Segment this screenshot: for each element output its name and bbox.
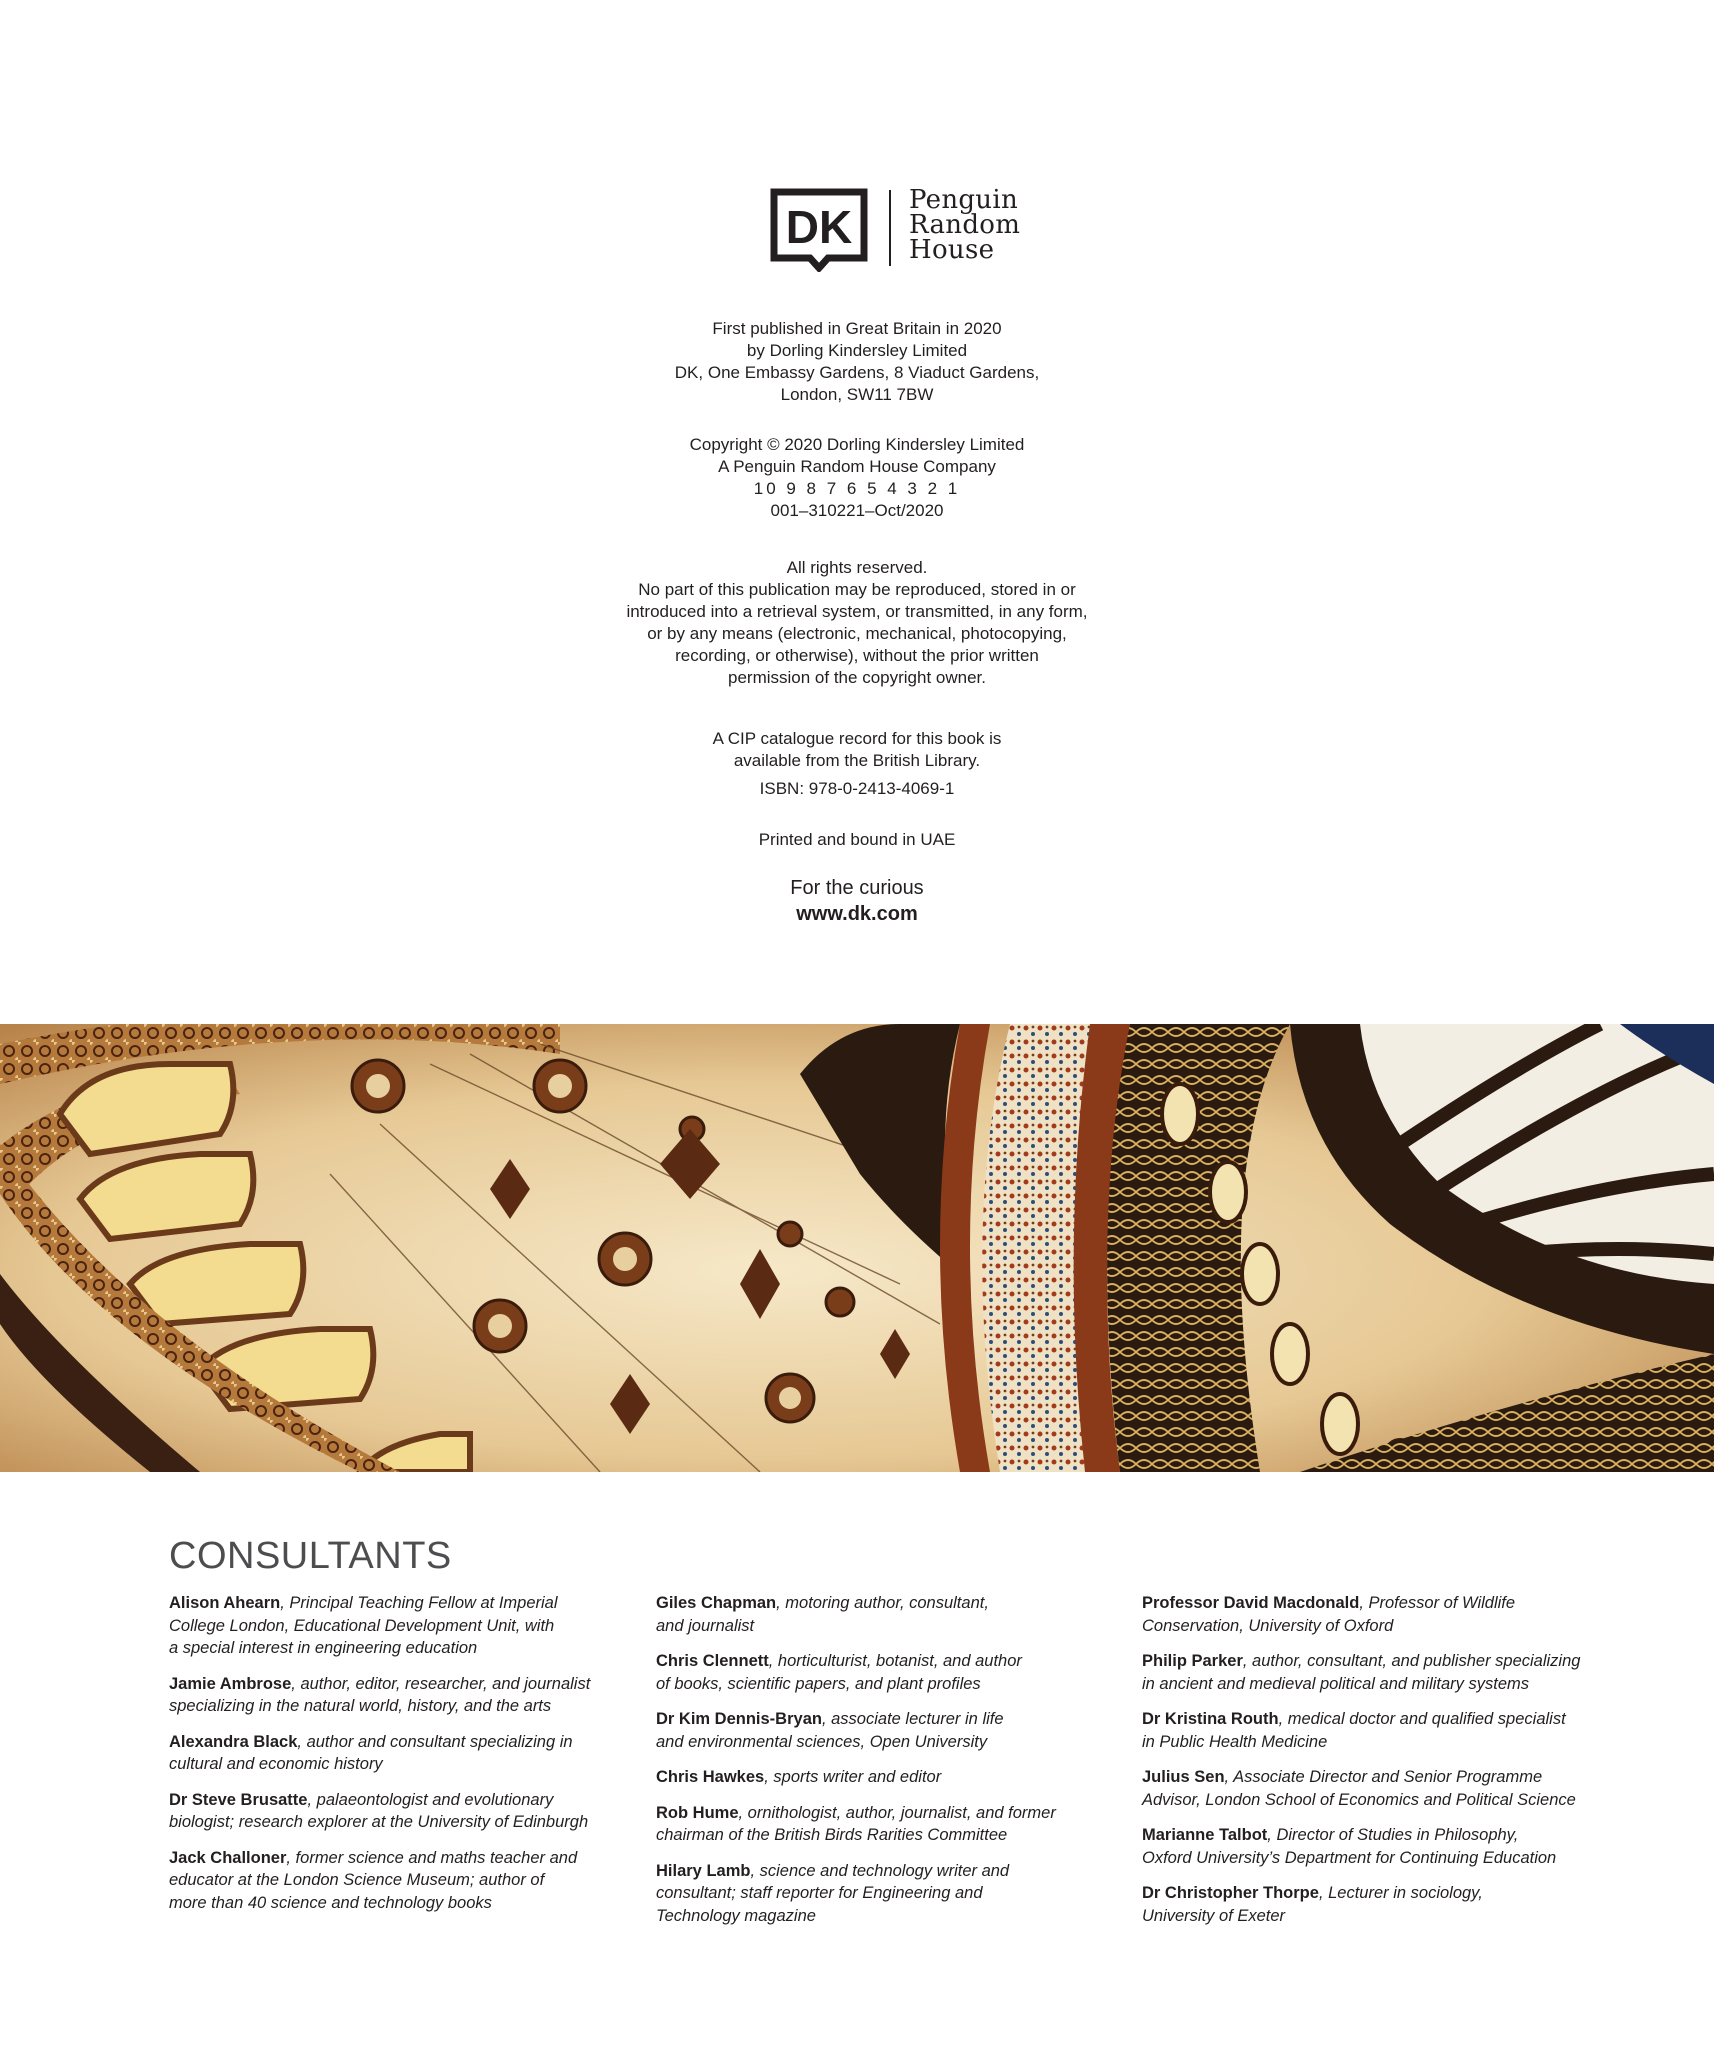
- text-line: DK, One Embassy Gardens, 8 Viaduct Gardens,: [674, 363, 1040, 382]
- consultant-description: , Professor of Wildlife: [1359, 1594, 1516, 1612]
- logo-divider: [889, 190, 891, 266]
- isbn: ISBN: 978-0-2413-4069-1: [759, 779, 955, 798]
- tagline: For the curious: [790, 877, 924, 899]
- consultant-name: Alison Ahearn: [169, 1594, 281, 1612]
- consultant-description: , palaeontologist and evolutionary: [307, 1790, 554, 1809]
- text-line: First published in Great Britain in 2020: [712, 319, 1002, 338]
- website-url: www.dk.com: [796, 903, 918, 925]
- penguin-random-house-wordmark: [909, 185, 1021, 265]
- text-line: or by any means (electronic, mechanical, photocopying,: [647, 624, 1067, 643]
- consultant-description: , Associate Director and Senior Programme: [1224, 1768, 1543, 1786]
- consultant-description: and journalist: [656, 1616, 755, 1635]
- consultant-entry: [1142, 1708, 1632, 1753]
- text-line: A CIP catalogue record for this book is: [712, 729, 1002, 748]
- text-line: available from the British Library.: [733, 751, 981, 770]
- consultant-name: Dr Kim Dennis-Bryan: [656, 1710, 822, 1728]
- consultant-description: , motoring author, consultant,: [776, 1594, 989, 1612]
- consultant-name: Jack Challoner: [169, 1848, 287, 1867]
- consultant-description: , author, editor, researcher, and journalist: [291, 1674, 591, 1693]
- consultant-description: cultural and economic history: [169, 1755, 383, 1773]
- consultant-description: biologist; research explorer at the University of Edinburgh: [169, 1813, 589, 1831]
- consultant-name: Chris Clennett: [656, 1652, 769, 1670]
- rights-notice: [457, 557, 1257, 689]
- consultant-name: Marianne Talbot: [1142, 1826, 1268, 1844]
- consultant-description: , science and technology writer and: [750, 1861, 1010, 1880]
- consultant-name: Hilary Lamb: [656, 1861, 751, 1880]
- consultant-description: , ornithologist, author, journalist, and former: [738, 1803, 1056, 1822]
- consultant-description: , author, consultant, and publisher specializing: [1242, 1652, 1581, 1670]
- text-line: A Penguin Random House Company: [718, 457, 996, 476]
- consultant-entry: [656, 1860, 1126, 1928]
- text-line: All rights reserved.: [786, 558, 928, 577]
- consultant-entry: [656, 1592, 1126, 1637]
- consultant-entry: [169, 1731, 639, 1776]
- consultant-entry: [169, 1789, 639, 1834]
- consultant-name: Philip Parker: [1142, 1652, 1243, 1670]
- dk-prh-logo: [770, 185, 1030, 274]
- consultant-name: Jamie Ambrose: [169, 1674, 292, 1693]
- consultant-name: Julius Sen: [1142, 1768, 1225, 1786]
- cip-notice: [457, 728, 1257, 772]
- consultant-description: consultant; staff reporter for Engineering and: [656, 1884, 983, 1902]
- consultants-column-2: [656, 1592, 1126, 1940]
- consultant-description: more than 40 science and technology books: [169, 1893, 492, 1912]
- consultant-name: Professor David Macdonald: [1142, 1594, 1360, 1612]
- consultant-description: in Public Health Medicine: [1142, 1732, 1328, 1751]
- consultant-description: , medical doctor and qualified specialist: [1278, 1710, 1566, 1728]
- wordmark-line: Penguin: [909, 185, 1019, 215]
- consultants-heading: CONSULTANTS: [169, 1535, 452, 1577]
- consultants-column-1: [169, 1592, 639, 1927]
- text-line: 001–310221–Oct/2020: [770, 501, 944, 520]
- consultant-description: educator at the London Science Museum; author of: [169, 1871, 545, 1889]
- text-line: introduced into a retrieval system, or transmitted, in any form,: [626, 602, 1088, 621]
- printed-location: Printed and bound in UAE: [758, 830, 956, 849]
- consultant-description: specializing in the natural world, history, and the arts: [169, 1697, 552, 1715]
- ornamental-dome-illustration: [0, 1024, 1714, 1472]
- consultant-description: , former science and maths teacher and: [286, 1848, 578, 1867]
- imprint-text: [457, 318, 1257, 927]
- consultant-description: Oxford University’s Department for Continuing Education: [1142, 1848, 1557, 1867]
- text-line: permission of the copyright owner.: [728, 668, 986, 687]
- consultant-entry: [1142, 1882, 1632, 1927]
- text-line: London, SW11 7BW: [780, 385, 934, 404]
- mosque-ceiling-photo: [0, 1024, 1714, 1472]
- consultant-description: Conservation, University of Oxford: [1142, 1616, 1394, 1635]
- consultant-description: University of Exeter: [1142, 1906, 1286, 1925]
- text-line: 10 9 8 7 6 5 4 3 2 1: [753, 479, 961, 498]
- text-line: recording, or otherwise), without the prior written: [675, 646, 1039, 665]
- text-line: No part of this publication may be reproduced, stored in or: [638, 580, 1076, 599]
- consultant-name: Alexandra Black: [169, 1732, 298, 1751]
- consultant-entry: [656, 1708, 1126, 1753]
- consultant-description: , author and consultant specializing in: [297, 1732, 573, 1751]
- consultant-entry: [1142, 1650, 1632, 1695]
- text-line: by Dorling Kindersley Limited: [746, 341, 968, 360]
- consultant-entry: [169, 1592, 639, 1660]
- consultant-description: , Principal Teaching Fellow at Imperial: [280, 1594, 558, 1612]
- consultant-description: in ancient and medieval political and military systems: [1142, 1674, 1530, 1693]
- consultant-description: , Lecturer in sociology,: [1318, 1884, 1483, 1902]
- consultant-entry: [656, 1650, 1126, 1695]
- consultant-description: chairman of the British Birds Rarities Committee: [656, 1826, 1008, 1844]
- consultant-name: Dr Kristina Routh: [1142, 1710, 1279, 1728]
- copyright-info: [457, 434, 1257, 522]
- consultant-description: a special interest in engineering education: [169, 1639, 478, 1657]
- consultant-description: of books, scientific papers, and plant profiles: [656, 1674, 981, 1693]
- consultants-column-3: [1142, 1592, 1632, 1940]
- wordmark-line: Random: [909, 210, 1021, 240]
- wordmark-line: House: [909, 235, 995, 265]
- consultant-description: College London, Educational Development Unit, with: [169, 1616, 555, 1635]
- consultant-name: Dr Steve Brusatte: [169, 1790, 308, 1809]
- consultant-description: and environmental sciences, Open University: [656, 1732, 988, 1751]
- dk-logo-mark: [770, 188, 868, 272]
- consultant-name: Giles Chapman: [656, 1594, 777, 1612]
- consultant-entry: [1142, 1824, 1632, 1869]
- consultant-entry: [169, 1847, 639, 1915]
- dk-logo-letters: DK: [785, 201, 853, 253]
- consultant-entry: [656, 1802, 1126, 1847]
- consultant-description: Technology magazine: [656, 1906, 816, 1925]
- consultant-description: , horticulturist, botanist, and author: [768, 1652, 1022, 1670]
- consultant-entry: [1142, 1766, 1632, 1811]
- consultant-entry: [169, 1673, 639, 1718]
- consultant-entry: [1142, 1592, 1632, 1637]
- consultant-entry: [656, 1766, 1126, 1789]
- consultant-description: , Director of Studies in Philosophy,: [1267, 1826, 1519, 1844]
- text-line: Copyright © 2020 Dorling Kindersley Limited: [689, 435, 1025, 454]
- consultant-description: , sports writer and editor: [764, 1768, 942, 1786]
- consultant-name: Chris Hawkes: [656, 1768, 765, 1786]
- consultant-description: Advisor, London School of Economics and Political Science: [1142, 1790, 1576, 1809]
- consultant-name: Rob Hume: [656, 1803, 739, 1822]
- publication-info: [457, 318, 1257, 406]
- consultant-name: Dr Christopher Thorpe: [1142, 1884, 1319, 1902]
- consultant-description: , associate lecturer in life: [821, 1710, 1004, 1728]
